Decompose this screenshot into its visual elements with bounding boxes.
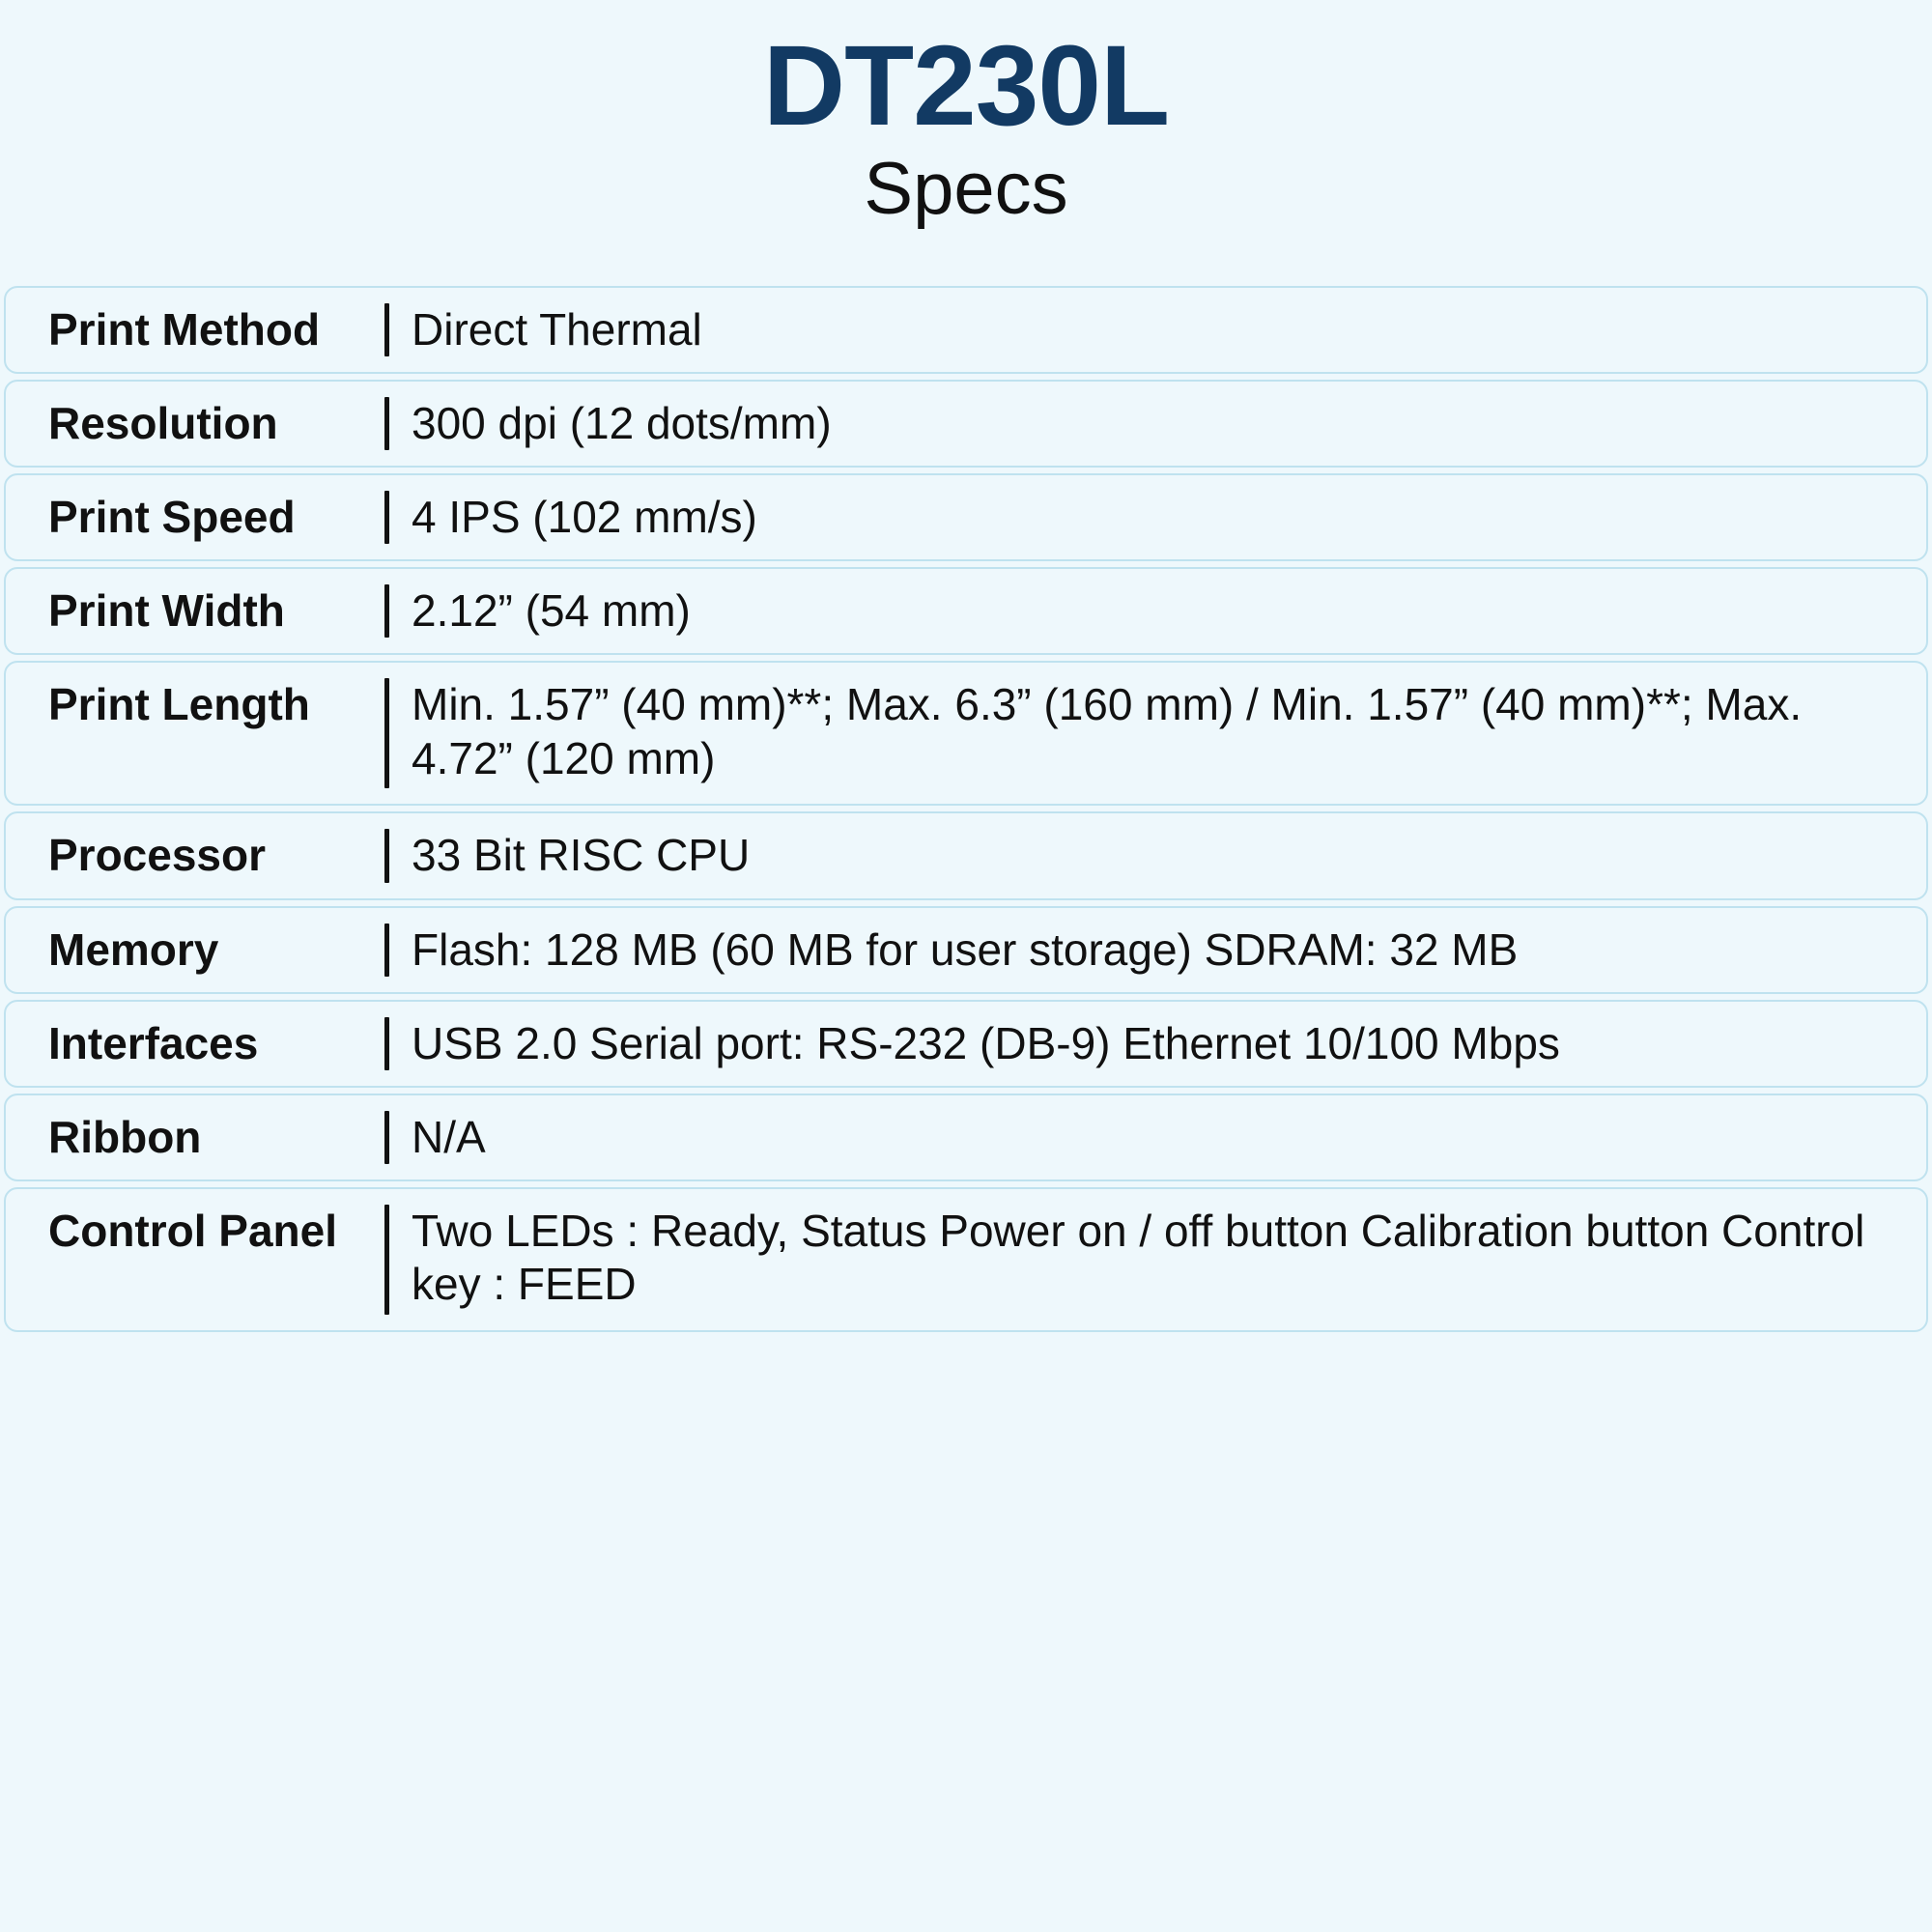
spec-label: Control Panel	[48, 1206, 338, 1257]
column-divider	[373, 908, 400, 992]
spec-value: USB 2.0 Serial port: RS-232 (DB-9) Ethernet 10/100 Mbps	[412, 1017, 1560, 1068]
column-divider	[373, 569, 400, 653]
spec-label: Print Width	[48, 585, 285, 637]
spec-label: Ribbon	[48, 1111, 202, 1162]
spec-value: N/A	[412, 1111, 486, 1162]
table-row	[4, 1000, 1928, 1088]
spec-label: Processor	[48, 830, 267, 881]
page-title: DT230L	[762, 22, 1170, 150]
column-divider	[373, 382, 400, 466]
column-divider	[373, 288, 400, 372]
specs-table	[0, 286, 1932, 1333]
spec-label: Interfaces	[48, 1017, 259, 1068]
column-divider	[373, 663, 400, 804]
table-row	[4, 811, 1928, 899]
page-subtitle: Specs	[864, 148, 1068, 230]
spec-label: Print Method	[48, 303, 321, 355]
spec-value: Min. 1.57” (40 mm)**; Max. 6.3” (160 mm) / Min. 1.57” (40 mm)**; Max. 4.72” (120 mm)	[412, 679, 1803, 783]
spec-label: Resolution	[48, 397, 278, 448]
spec-value: Two LEDs : Ready, Status Power on / off button Calibration button Control key : FEED	[412, 1206, 1865, 1310]
table-row	[4, 473, 1928, 561]
table-row	[4, 1094, 1928, 1181]
spec-label: Print Speed	[48, 491, 296, 542]
spec-label: Print Length	[48, 679, 310, 730]
column-divider	[373, 1095, 400, 1179]
table-row	[4, 380, 1928, 468]
table-row	[4, 1187, 1928, 1332]
column-divider	[373, 813, 400, 897]
page-header	[0, 0, 1932, 230]
spec-value: 33 Bit RISC CPU	[412, 830, 751, 881]
spec-value: 4 IPS (102 mm/s)	[412, 491, 757, 542]
column-divider	[373, 475, 400, 559]
spec-value: 2.12” (54 mm)	[412, 585, 691, 637]
table-row	[4, 286, 1928, 374]
table-row	[4, 567, 1928, 655]
column-divider	[373, 1002, 400, 1086]
spec-value: 300 dpi (12 dots/mm)	[412, 397, 832, 448]
spec-label: Memory	[48, 923, 219, 975]
spec-value: Flash: 128 MB (60 MB for user storage) SDRAM: 32 MB	[412, 923, 1519, 975]
column-divider	[373, 1189, 400, 1330]
spec-value: Direct Thermal	[412, 303, 702, 355]
table-row	[4, 906, 1928, 994]
table-row	[4, 661, 1928, 806]
